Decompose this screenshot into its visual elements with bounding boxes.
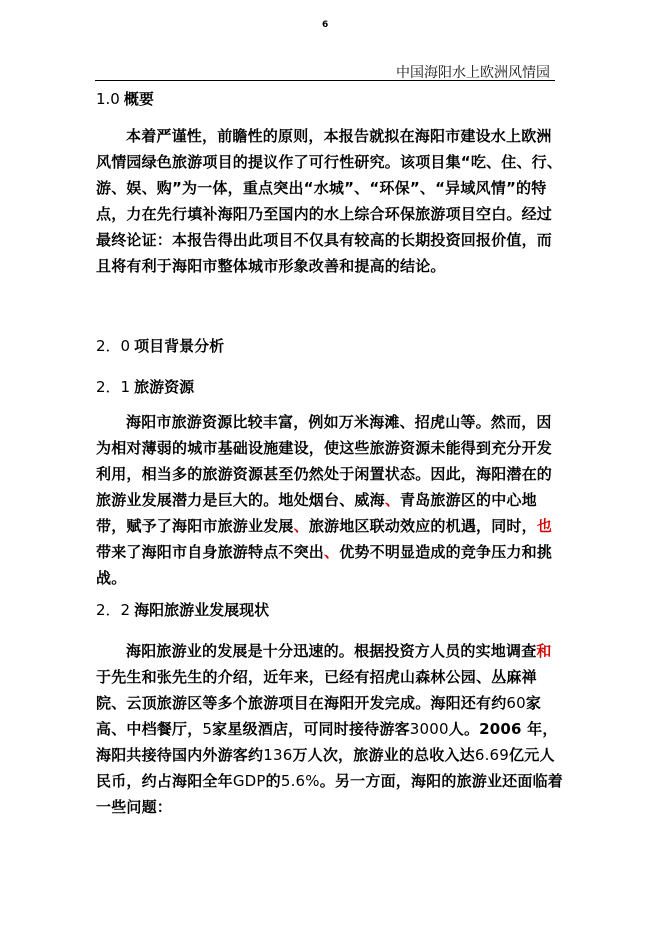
text-run: 家高、中档餐厅， (96, 694, 542, 738)
section-2-1-title: 旅游资源 (134, 378, 195, 396)
text-run: 带来了海阳市自身旅游特点不突出 (96, 543, 325, 561)
text-run: 旅游地区联动效应的机遇，同时， (308, 517, 537, 535)
section-2-2-paragraph (96, 638, 566, 820)
header-rule (95, 80, 555, 81)
page-number: 6 (322, 20, 329, 30)
section-1-number: 1.0 (96, 90, 120, 108)
number-run: 6.69 (474, 746, 510, 764)
text-run: 。另一方面，海阳的旅游业还面临着一些问题： (96, 772, 563, 816)
highlight-run: 、 (384, 491, 401, 509)
text-run: 青岛旅游区的中心地带，赋予了海阳市旅游业发展 (96, 491, 537, 535)
text-run: 万人次，旅游业的总收入达 (292, 746, 475, 764)
text-run: 家星级酒店，可同时接待游客 (212, 720, 410, 738)
number-run: 60 (506, 694, 526, 712)
document-body (96, 86, 566, 820)
section-2-1-number: 2．1 (96, 378, 131, 396)
number-run: GDP (232, 772, 266, 790)
highlight-run: 也 (536, 517, 553, 535)
text-run: 于先生和张先生的介绍，近年来，已经有招虎山森林公园、丛麻禅院、云顶旅游区等多个旅游项目在海阳开发完成。海阳还有约 (96, 668, 537, 712)
section-2-1-paragraph (96, 409, 566, 591)
highlight-run: 、 (324, 543, 340, 561)
section-2-title: 项目背景分析 (134, 337, 225, 355)
highlight-run: 、 (293, 517, 309, 535)
number-run: 5 (202, 720, 213, 738)
text-run: 的 (265, 772, 281, 790)
text-run: 人。2006 年，海阳共接待国内外游客约 (96, 720, 558, 764)
number-run: 3000 (409, 720, 449, 738)
text-run: 优势不明显造成的竞争压力和挑战。 (96, 543, 553, 587)
section-2-heading (96, 335, 566, 356)
section-2-2-heading (96, 599, 566, 620)
section-1-paragraph: 本着严谨性，前瞻性的原则，本报告就拟在海阳市建设水上欧洲风情园绿色旅游项目的提议作了可行性研究。该项目集“吃、住、行、游、娱、购”为一体，重点突出“水城”、“环保”、“异域风情”的特点，力在先行填补海阳乃至国内的水上综合环保旅游项目空白。经过最终论证：本报告得出此项目不仅具有较高的长期投资回报价值，而且将有利于海阳市整体城市形象改善和提高的结论。 (96, 127, 563, 275)
section-1-title: 概要 (123, 90, 154, 108)
section-2-2-number: 2．2 (96, 601, 131, 619)
number-run: 136 (263, 746, 293, 764)
text-run: 海阳旅游业的发展是十分迅速的。根据投资方人员的实地调查 (126, 642, 537, 660)
text-run: 亿元人民币，约占海阳全年 (96, 746, 555, 790)
highlight-run: 和 (536, 642, 552, 660)
section-2-1-heading (96, 376, 566, 397)
section-2-2-title: 海阳旅游业发展现状 (134, 601, 270, 619)
text-run: 海阳市旅游资源比较丰富，例如万米海滩、招虎山等。然而，因为相对薄弱的城市基础设施建设，使这些旅游资源未能得到充分开发利用，相当多的旅游资源甚至仍然处于闲置状态。因此，海阳潜在的旅游业发展潜力是巨大的。地处烟台、威海 (96, 413, 553, 509)
section-2-number: 2．0 (96, 337, 131, 355)
header-title: 中国海阳水上欧洲风情园 (396, 65, 550, 81)
section-1-heading (96, 88, 566, 109)
number-run: 5.6% (280, 772, 320, 790)
